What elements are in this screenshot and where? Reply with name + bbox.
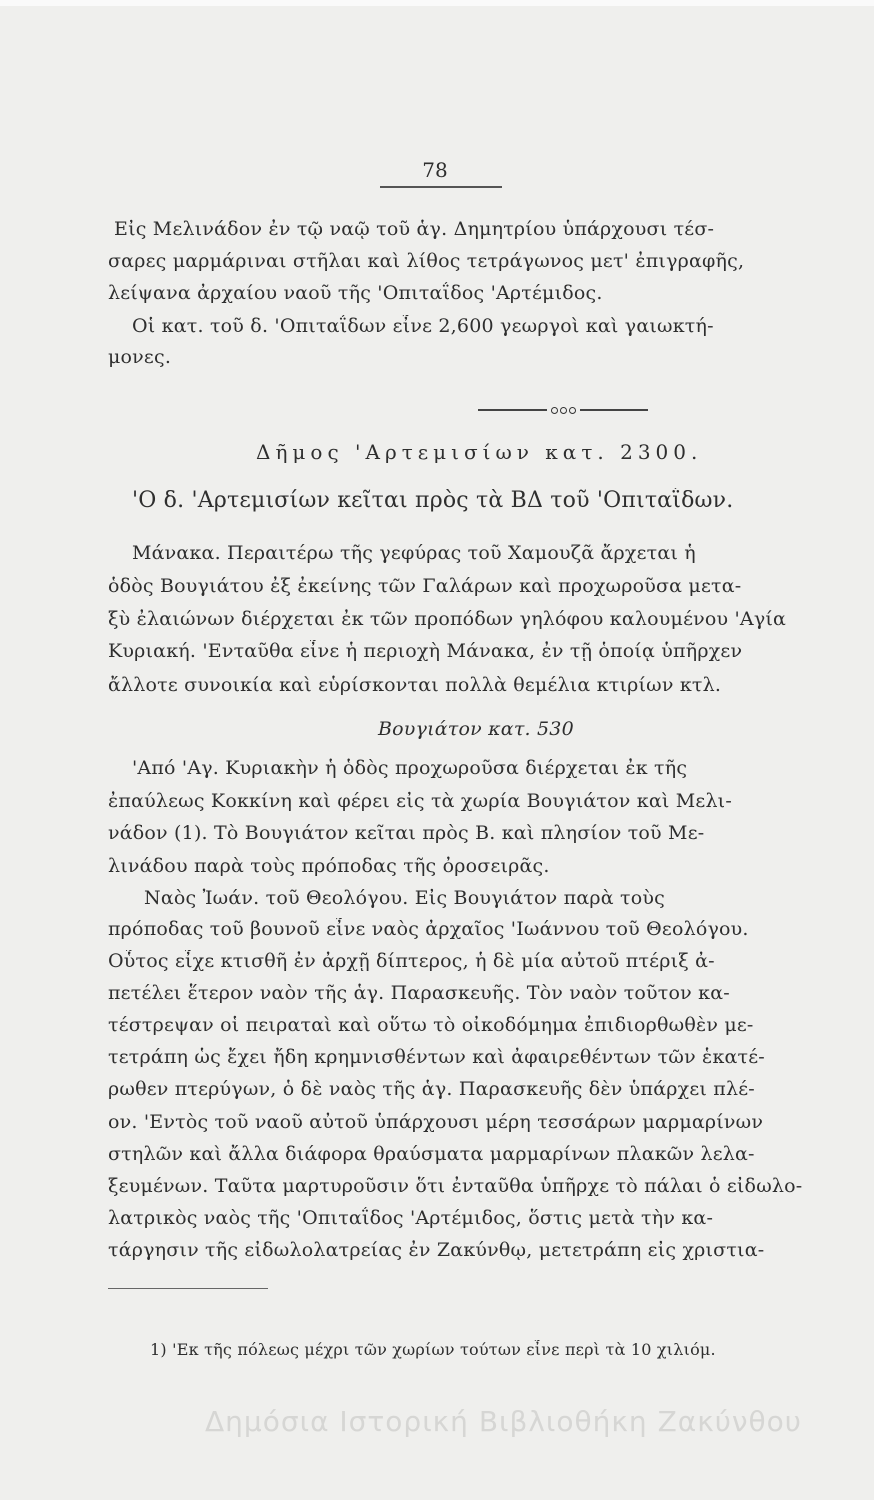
text-line: Ναὸς Ἰωάν. τοῦ Θεολόγου. Εἰς Βουγιάτον παρὰ τοὺς [144,887,665,909]
text-line: λατρικὸς ναὸς τῆς 'Οπιταΐδος 'Αρτέμιδος, ὅστις μετὰ τὴν κα- [108,1207,714,1229]
text-line: πρόποδας τοῦ βουνοῦ εἶνε ναὸς ἀρχαῖος 'Ιωάννου τοῦ Θεολόγου. [108,918,749,940]
text-line: λείψανα ἀρχαίου ναοῦ τῆς 'Οπιταΐδος 'Αρτέμιδος. [108,282,603,304]
text-line: ξευμένων. Ταῦτα μαρτυροῦσιν ὅτι ἐνταῦθα ὑπῆρχε τὸ πάλαι ὁ εἰδωλο- [108,1175,803,1197]
footnote-rule [108,1288,268,1289]
text-line: ρωθεν πτερύγων, ὁ δὲ ναὸς τῆς ἁγ. Παρασκευῆς δὲν ὑπάρχει πλέ- [108,1078,755,1100]
footnote: 1) 'Εκ τῆς πόλεως μέχρι τῶν χωρίων τούτων εἶνε περὶ τὰ 10 χιλιόμ. [150,1340,716,1359]
text-line: πετέλει ἕτερον ναὸν τῆς ἁγ. Παρασκευῆς. Τὸν ναὸν τοῦτον κα- [108,982,730,1004]
text-line: ἐπαύλεως Κοκκίνη καὶ φέρει εἰς τὰ χωρία Βουγιάτον καὶ Μελι- [108,790,732,812]
watermark-text: Δημόσια Ιστορική Βιβλιοθήκη Ζακύνθου [205,1405,803,1438]
text-line: ξὺ ἐλαιώνων διέρχεται ἐκ τῶν προπόδων γηλόφου καλουμένου 'Αγία [108,608,787,630]
text-line: ὁδὸς Βουγιάτου ἐξ ἐκείνης τῶν Γαλάρων καὶ προχωροῦσα μετα- [108,575,742,597]
text-line: 'Ο δ. 'Αρτεμισίων κεῖται πρὸς τὰ ΒΔ τοῦ 'Οπιταΐδων. [132,488,734,513]
text-line: Μάνακα. Περαιτέρω τῆς γεφύρας τοῦ Χαμουζᾶ ἄρχεται ἡ [132,542,696,564]
text-line: Κυριακή. 'Ενταῦθα εἶνε ἡ περιοχὴ Μάνακα, ἐν τῇ ὁποίᾳ ὑπῆρχεν [108,640,743,662]
text-line: τέστρεψαν οἱ πειραταὶ καὶ οὕτω τὸ οἰκοδόμημα ἐπιδιορθωθὲν με- [108,1014,754,1036]
page-edge [0,0,874,6]
ornament-divider [478,405,648,415]
text-line: Οἱ κατ. τοῦ δ. 'Οπιταΐδων εἶνε 2,600 γεωργοὶ καὶ γαιωκτή- [132,315,714,337]
text-line: ἄλλοτε συνοικία καὶ εὑρίσκονται πολλὰ θεμέλια κτιρίων κτλ. [108,674,722,696]
page-number-rule [380,186,502,188]
text-line: στηλῶν καὶ ἄλλα διάφορα θραύσματα μαρμαρίνων πλακῶν λελα- [108,1143,755,1165]
subheading: Βουγιάτον κατ. 530 [378,718,574,740]
text-line: 'Από 'Αγ. Κυριακὴν ἡ ὁδὸς προχωροῦσα διέρχεται ἐκ τῆς [132,757,688,779]
text-line: Εἰς Μελινάδον ἐν τῷ ναῷ τοῦ ἁγ. Δημητρίου ὑπάρχουσι τέσ- [114,218,715,240]
text-line: μονες. [108,346,172,368]
text-line: νάδον (1). Τὸ Βουγιάτον κεῖται πρὸς Β. καὶ πλησίον τοῦ Με- [108,822,705,844]
text-line: τετράπη ὡς ἔχει ἤδη κρημνισθέντων καὶ ἀφαιρεθέντων τῶν ἑκατέ- [108,1046,765,1068]
page-number: 78 [422,158,448,182]
text-line: ον. 'Εντὸς τοῦ ναοῦ αὐτοῦ ὑπάρχουσι μέρη τεσσάρων μαρμαρίνων [108,1111,764,1133]
section-heading: Δῆμος 'Αρτεμισίων κατ. 2300. [256,440,703,464]
text-line: Οὗτος εἶχε κτισθῆ ἐν ἀρχῇ δίπτερος, ἡ δὲ μία αὐτοῦ πτέριξ ἀ- [108,950,715,972]
text-line: λινάδου παρὰ τοὺς πρόποδας τῆς ὀροσειρᾶς. [108,855,550,877]
text-line: τάργησιν τῆς εἰδωλολατρείας ἐν Ζακύνθῳ, μετετράπη εἰς χριστια- [108,1239,765,1261]
text-line: σαρες μαρμάριναι στῆλαι καὶ λίθος τετράγωνος μετ' ἐπιγραφῆς, [108,250,745,272]
